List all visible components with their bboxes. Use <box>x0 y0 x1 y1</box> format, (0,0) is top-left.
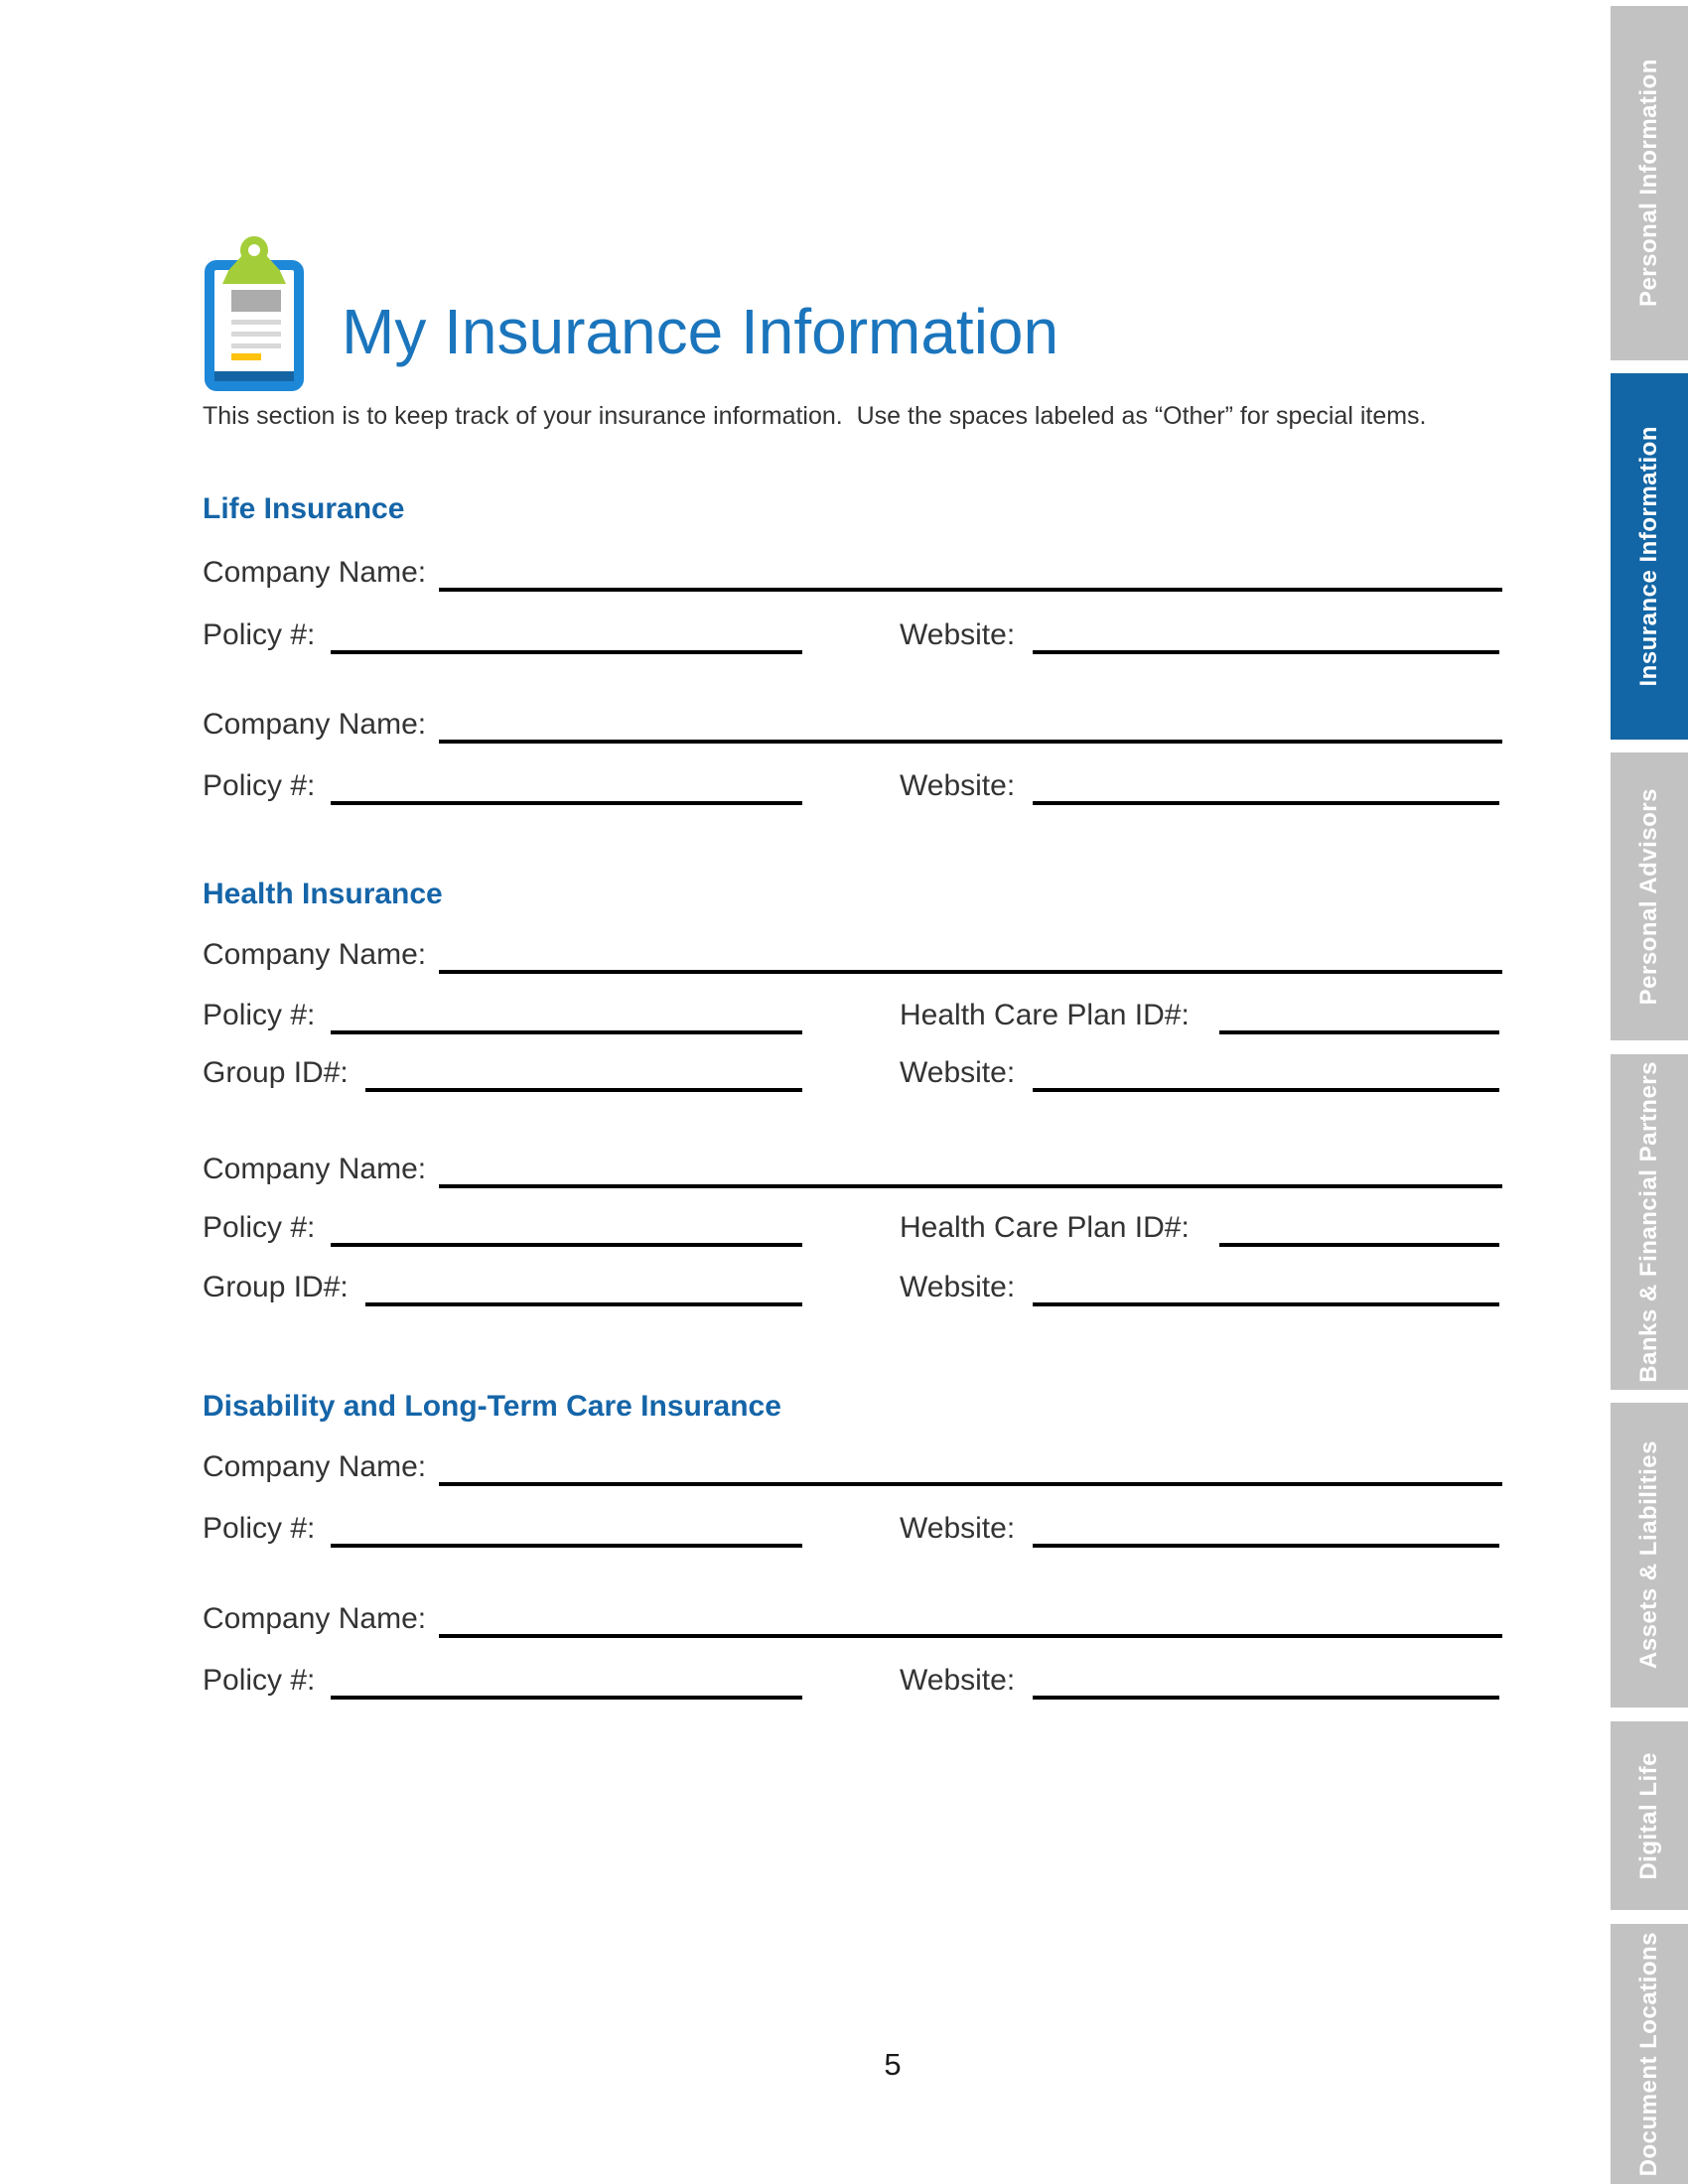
health-care-plan-id-label: Health Care Plan ID#: <box>900 999 1190 1031</box>
company-name-label: Company Name: <box>203 1602 427 1635</box>
health-1-website-field[interactable] <box>1033 1088 1499 1092</box>
tab-personal-advisors[interactable] <box>1611 752 1688 1040</box>
tab-personal-advisors-label: Personal Advisors <box>1635 787 1662 1006</box>
company-name-label: Company Name: <box>203 708 427 741</box>
life-1-policy-number-field[interactable] <box>331 650 802 654</box>
tab-digital-life-label: Digital Life <box>1635 1751 1662 1880</box>
tab-digital-life[interactable] <box>1611 1721 1688 1910</box>
website-label: Website: <box>900 1056 1016 1089</box>
disability-1-company-name-field[interactable] <box>439 1482 1502 1486</box>
company-name-label: Company Name: <box>203 938 427 971</box>
health-2-plan-id-field[interactable] <box>1219 1243 1499 1247</box>
policy-number-label: Policy #: <box>203 1664 316 1697</box>
tab-personal-information-label: Personal Information <box>1635 59 1662 308</box>
section-heading-health-insurance: Health Insurance <box>203 878 443 910</box>
tab-document-locations-label: Document Locations <box>1635 1931 1662 2177</box>
clipboard-doc-line <box>231 343 281 348</box>
website-label: Website: <box>900 618 1016 651</box>
clipboard-icon <box>205 236 308 393</box>
section-heading-life-insurance: Life Insurance <box>203 492 405 525</box>
company-name-label: Company Name: <box>203 556 427 589</box>
health-care-plan-id-label: Health Care Plan ID#: <box>900 1211 1190 1244</box>
clipboard-doc-block <box>231 290 281 312</box>
company-name-label: Company Name: <box>203 1153 427 1185</box>
policy-number-label: Policy #: <box>203 1211 316 1244</box>
website-label: Website: <box>900 769 1016 802</box>
website-label: Website: <box>900 1271 1016 1303</box>
group-id-label: Group ID#: <box>203 1056 349 1089</box>
tab-assets-liabilities-label: Assets & Liabilities <box>1635 1440 1662 1670</box>
clipboard-doc-accent-line <box>231 353 261 360</box>
tab-assets-liabilities[interactable] <box>1611 1403 1688 1707</box>
health-1-company-name-field[interactable] <box>439 970 1502 974</box>
health-2-company-name-field[interactable] <box>439 1184 1502 1188</box>
disability-2-policy-number-field[interactable] <box>331 1696 802 1700</box>
page-subtitle: This section is to keep track of your insurance information. Use the spaces labeled as “Other” for special items. <box>203 402 1427 430</box>
tab-banks-financial-partners[interactable] <box>1611 1054 1688 1390</box>
life-2-company-name-field[interactable] <box>439 740 1502 744</box>
health-1-plan-id-field[interactable] <box>1219 1030 1499 1034</box>
life-1-company-name-field[interactable] <box>439 588 1502 592</box>
policy-number-label: Policy #: <box>203 618 316 651</box>
disability-1-website-field[interactable] <box>1033 1544 1499 1548</box>
disability-2-company-name-field[interactable] <box>439 1634 1502 1638</box>
policy-number-label: Policy #: <box>203 1512 316 1545</box>
tab-insurance-information-label: Insurance Information <box>1635 426 1662 687</box>
health-2-group-id-field[interactable] <box>365 1302 802 1306</box>
policy-number-label: Policy #: <box>203 999 316 1031</box>
tab-personal-information[interactable] <box>1611 6 1688 360</box>
life-2-website-field[interactable] <box>1033 801 1499 805</box>
tab-document-locations[interactable] <box>1611 1924 1688 2184</box>
clipboard-bottom-bar <box>214 371 294 381</box>
health-2-policy-number-field[interactable] <box>331 1243 802 1247</box>
company-name-label: Company Name: <box>203 1450 427 1483</box>
policy-number-label: Policy #: <box>203 769 316 802</box>
group-id-label: Group ID#: <box>203 1271 349 1303</box>
health-1-group-id-field[interactable] <box>365 1088 802 1092</box>
clipboard-ring <box>240 236 268 264</box>
website-label: Website: <box>900 1512 1016 1545</box>
health-1-policy-number-field[interactable] <box>331 1030 802 1034</box>
website-label: Website: <box>900 1664 1016 1697</box>
tab-insurance-information[interactable] <box>1611 373 1688 740</box>
disability-2-website-field[interactable] <box>1033 1696 1499 1700</box>
disability-1-policy-number-field[interactable] <box>331 1544 802 1548</box>
life-2-policy-number-field[interactable] <box>331 801 802 805</box>
life-1-website-field[interactable] <box>1033 650 1499 654</box>
page-number: 5 <box>884 2047 902 2082</box>
health-2-website-field[interactable] <box>1033 1302 1499 1306</box>
clipboard-doc-line <box>231 320 281 325</box>
page-title: My Insurance Information <box>342 296 1059 367</box>
section-heading-disability-ltc-insurance: Disability and Long-Term Care Insurance <box>203 1390 781 1423</box>
tab-banks-financial-partners-label: Banks & Financial Partners <box>1635 1061 1662 1383</box>
clipboard-doc-line <box>231 332 281 337</box>
